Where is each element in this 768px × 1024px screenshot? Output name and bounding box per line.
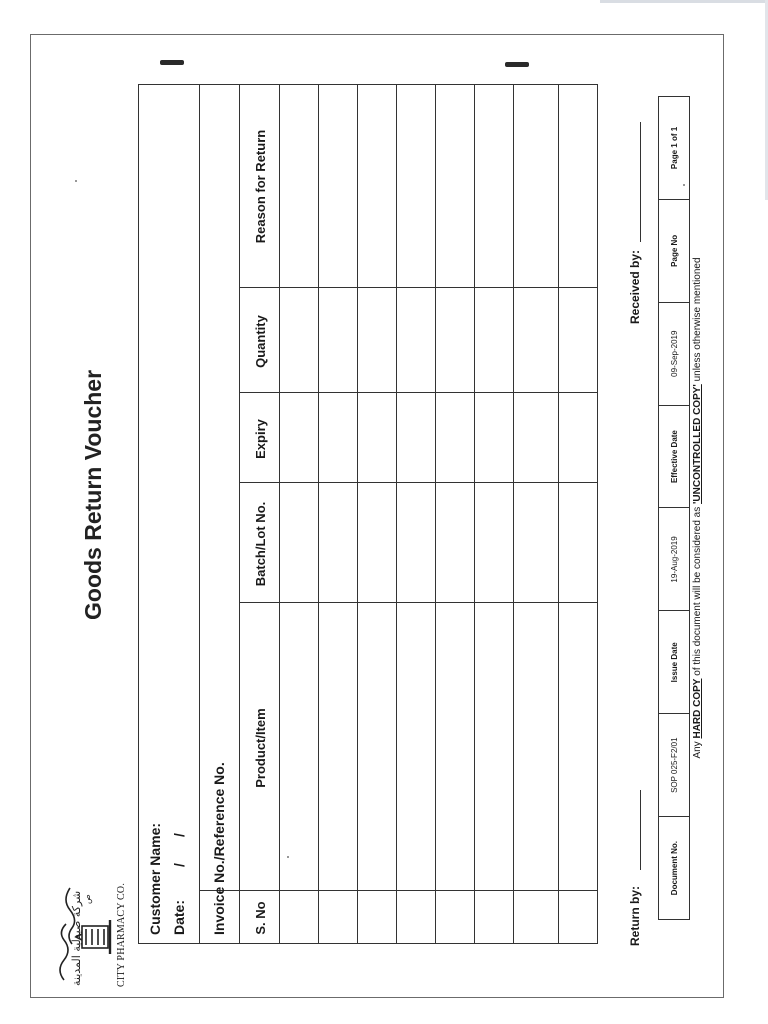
return-table [138,84,598,944]
customer-name-label: Customer Name: [147,822,163,935]
date-separator: / [171,833,187,837]
footer-middle: of this document will be considered as [692,506,703,676]
page-no-value: Page 1 of 1 [669,126,679,170]
document-no-label: Document No. [659,816,689,919]
scan-edge-top [600,0,768,3]
invoice-reference-label: Invoice No./Reference No. [211,762,227,935]
col-divider [239,392,597,393]
date-separator: / [171,863,187,867]
column-header-expiry: Expiry [252,419,268,459]
row-divider [396,85,397,943]
footer-prefix: Any [692,741,703,759]
issue-date-value: 19-Aug-2019 [659,508,689,611]
received-by-signature-line [640,122,641,242]
info-divider [199,85,200,943]
col-divider [239,602,597,603]
company-name-arabic: شركة صيدلية المدينة [70,890,83,986]
document-control-table [658,96,690,920]
column-header-product: Product/Item [252,708,268,788]
document-no-value: SOP 025-F2/01 [659,713,689,816]
arabic-logo-text: ص [83,894,92,904]
row-divider [318,85,319,943]
issue-date-label: Issue Date [659,610,689,713]
footer-uncontrolled-copy: 'UNCONTROLLED COPY' [692,384,703,504]
footer-hard-copy: HARD COPY [692,678,703,739]
column-header-sno: S. No [252,901,268,935]
column-header-reason: Reason for Return [252,129,268,244]
effective-date-label: Effective Date [659,405,689,508]
row-divider [513,85,514,943]
company-name-english: CITY PHARMACY CO. [116,882,127,988]
rotated-form-page [50,40,730,1000]
return-by-signature-line [640,790,641,870]
footer-suffix: unless otherwise mentioned [692,257,703,382]
effective-date-value: 09-Sep-2019 [659,302,689,405]
received-by-label: Received by: [628,249,642,324]
page-title: Goods Return Voucher [80,369,106,620]
footer-disclaimer [692,96,703,920]
page-no-label: Page No [659,199,689,302]
row-divider [435,85,436,943]
row-divider [357,85,358,943]
row-divider [474,85,475,943]
return-by-label: Return by: [628,886,642,946]
column-header-quantity: Quantity [252,315,268,368]
col-divider [239,287,597,288]
column-header-batch: Batch/Lot No. [252,501,268,587]
date-label: Date: [171,899,187,935]
row-divider [558,85,559,943]
col-divider [239,482,597,483]
